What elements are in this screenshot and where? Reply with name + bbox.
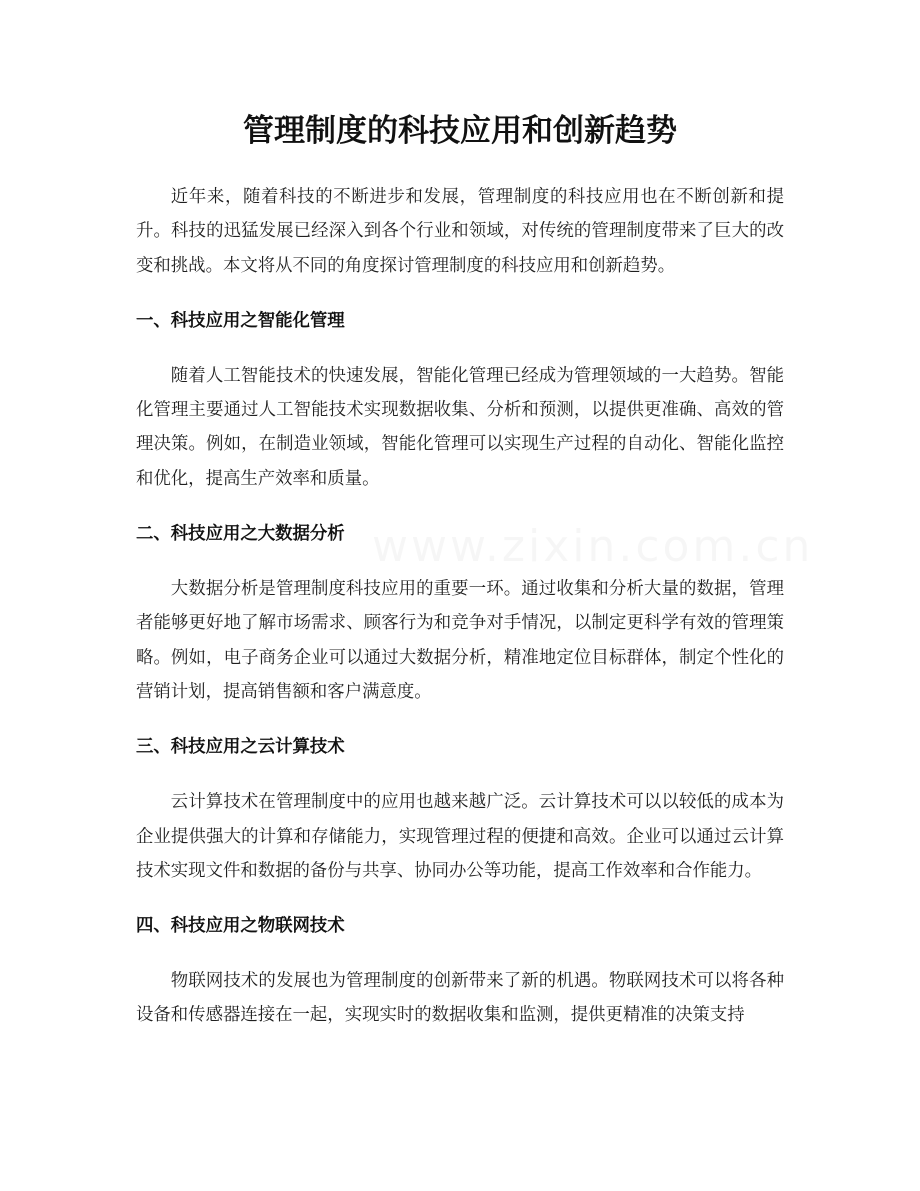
- section-heading-1: 一、科技应用之智能化管理: [136, 310, 345, 331]
- section-paragraph-2: 大数据分析是管理制度科技应用的重要一环。通过收集和分析大量的数据，管理者能够更好地了解市场需求、顾客行为和竞争对手情况，以制定更科学有效的管理策略。例如，电子商务企业可以通过大数据分析，精准地定位目标群体，制定个性化的营销计划，提高销售额和客户满意度。: [136, 579, 784, 702]
- section-paragraph-3: 云计算技术在管理制度中的应用也越来越广泛。云计算技术可以以较低的成本为企业提供强大的计算和存储能力，实现管理过程的便捷和高效。企业可以通过云计算技术实现文件和数据的备份与共享、协同办公等功能，提高工作效率和合作能力。: [136, 792, 784, 881]
- document-body: [136, 180, 784, 1033]
- section-paragraph-1: 随着人工智能技术的快速发展，智能化管理已经成为管理领域的一大趋势。智能化管理主要通过人工智能技术实现数据收集、分析和预测，以提供更准确、高效的管理决策。例如，在制造业领域，智能化管理可以实现生产过程的自动化、智能化监控和优化，提高生产效率和质量。: [136, 365, 784, 489]
- section-paragraph-4: 物联网技术的发展也为管理制度的创新带来了新的机遇。物联网技术可以将各种设备和传感器连接在一起，实现实时的数据收集和监测，提供更精准的决策支持: [136, 971, 784, 1026]
- section-heading-4: 四、科技应用之物联网技术: [136, 916, 345, 937]
- section-heading-2: 二、科技应用之大数据分析: [136, 524, 345, 545]
- section-heading-3: 三、科技应用之云计算技术: [136, 737, 345, 758]
- intro-paragraph: 近年来，随着科技的不断进步和发展，管理制度的科技应用也在不断创新和提升。科技的迅猛发展已经深入到各个行业和领域，对传统的管理制度带来了巨大的改变和挑战。本文将从不同的角度探讨管理制度的科技应用和创新趋势。: [136, 187, 784, 276]
- document-title: 管理制度的科技应用和创新趋势: [243, 113, 677, 149]
